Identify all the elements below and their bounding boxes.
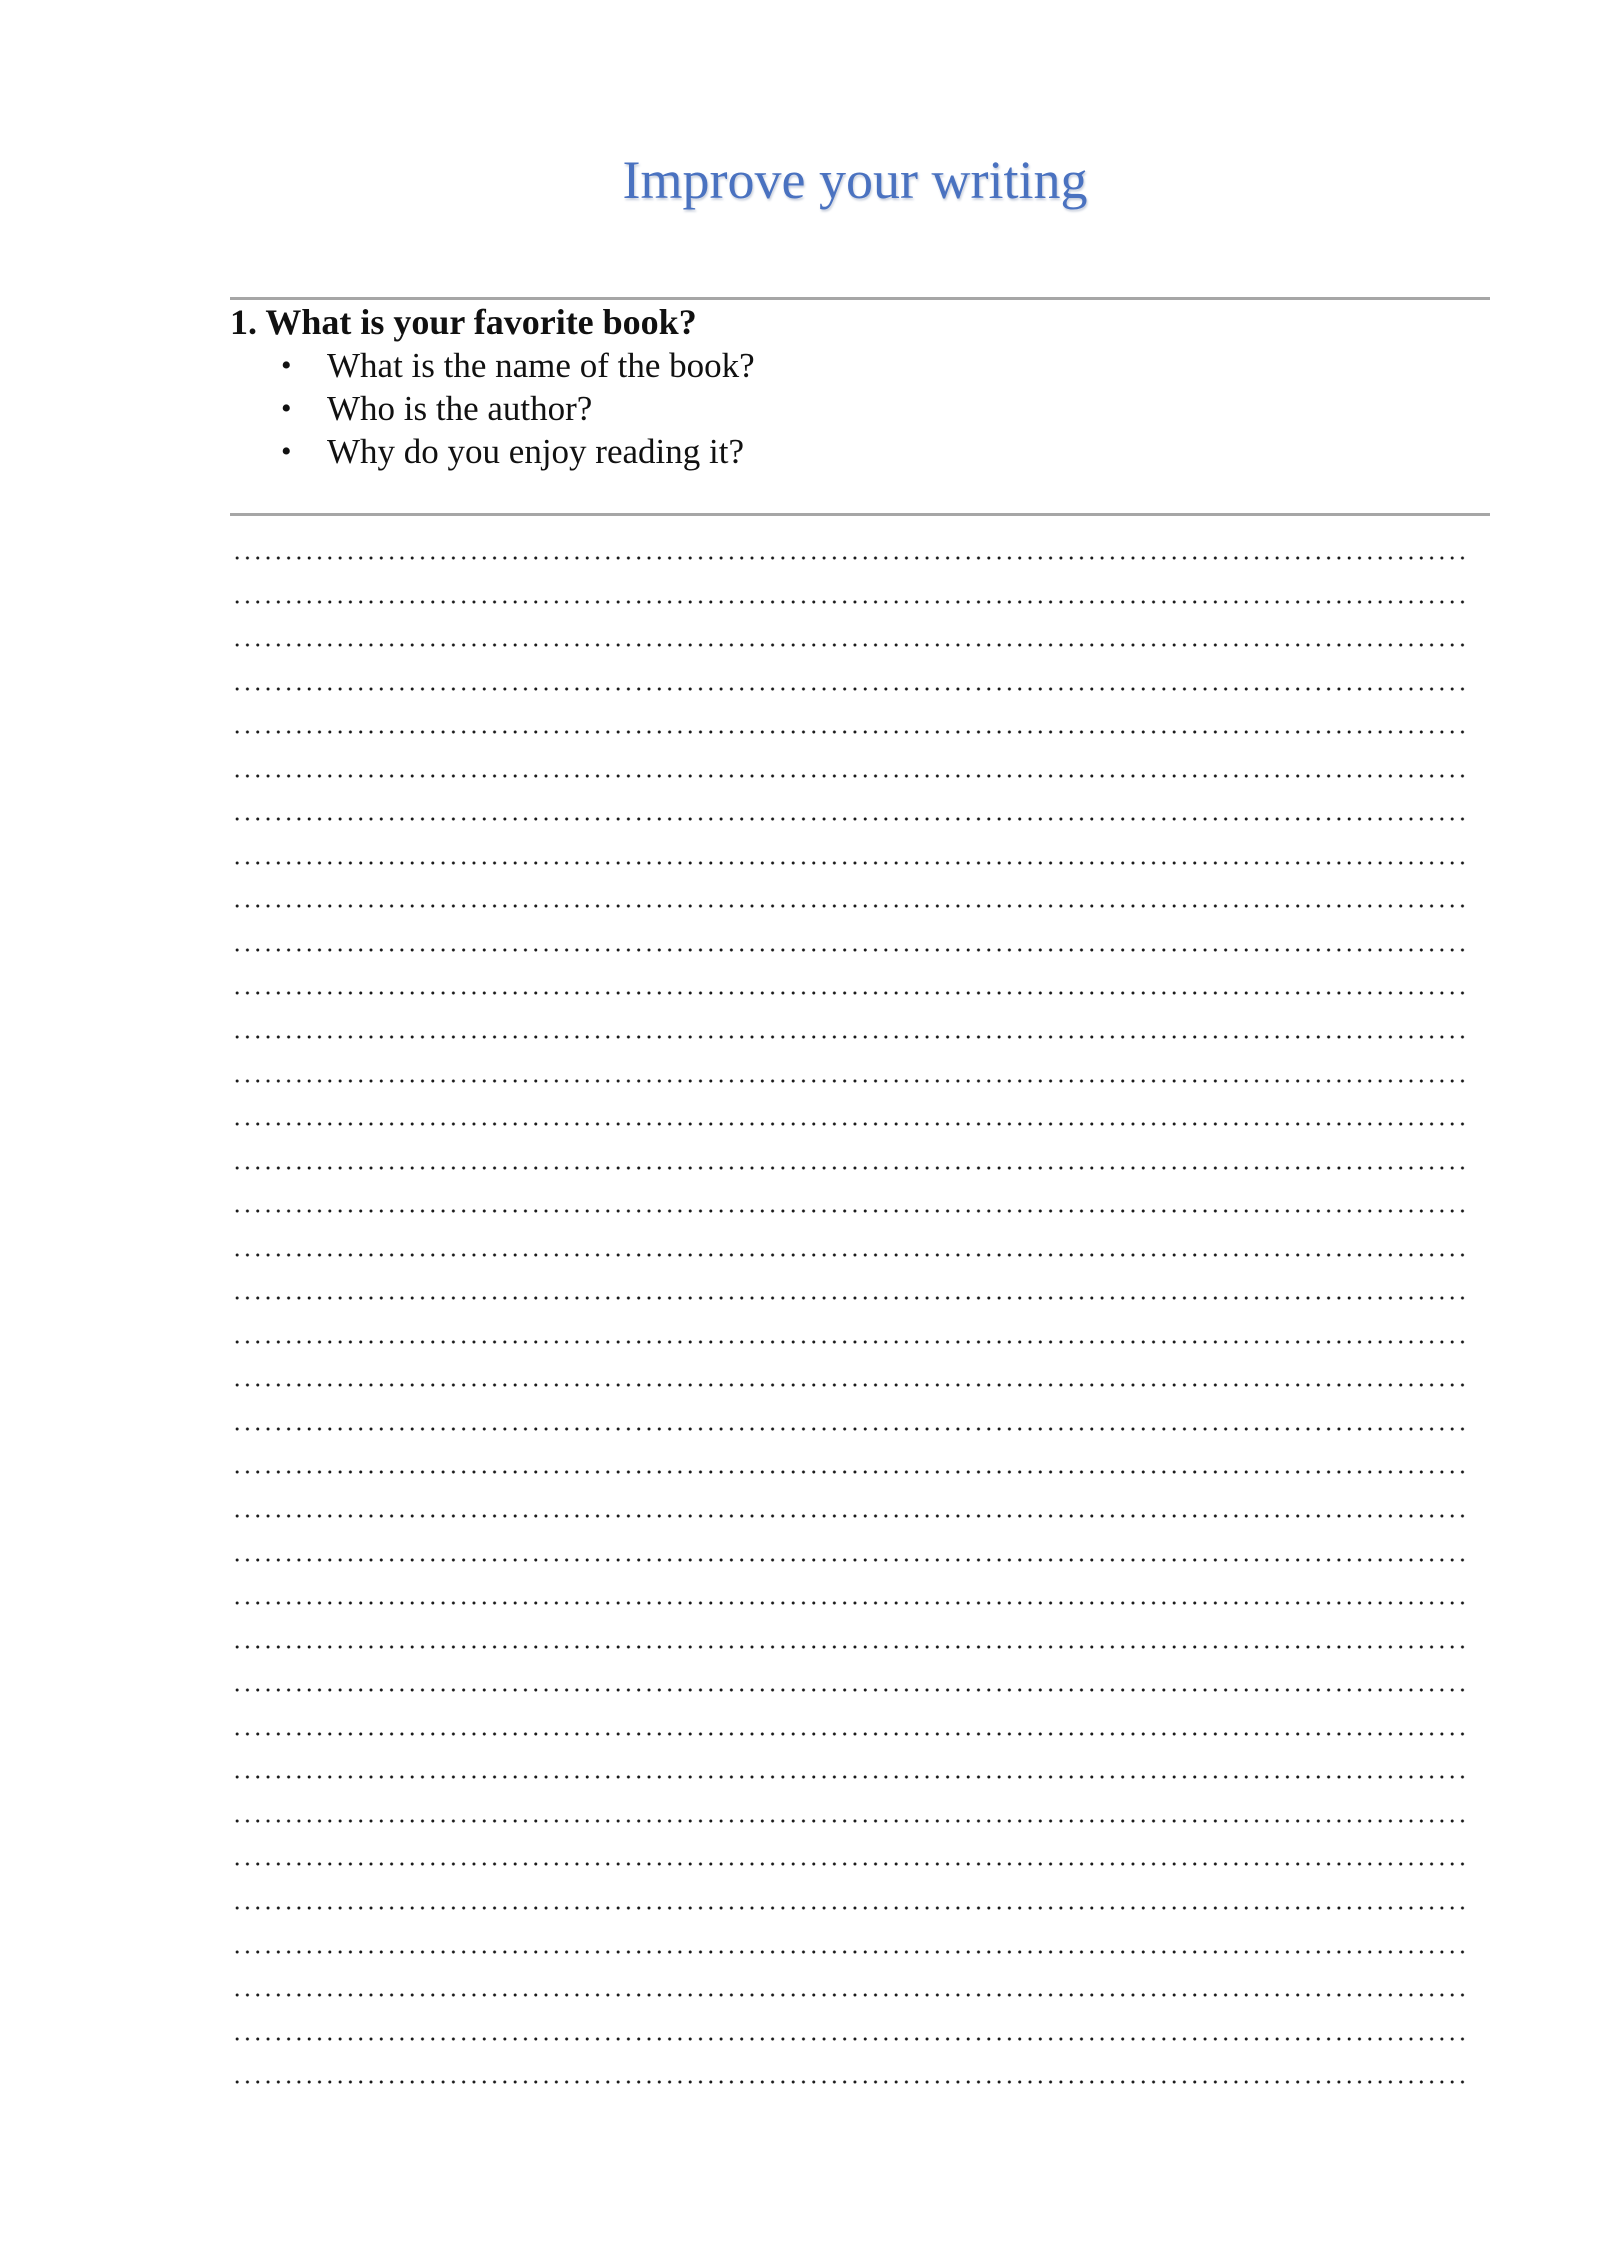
prompt-text: Who is the author? [327,389,593,428]
bullet-icon: • [281,435,292,468]
answer-line[interactable] [232,2069,1468,2113]
prompt-list [230,344,1490,473]
answer-line[interactable] [232,1155,1468,1199]
answer-line[interactable] [232,937,1468,981]
answer-line[interactable] [232,1547,1468,1591]
answer-line[interactable] [232,1634,1468,1678]
answer-line[interactable] [232,1329,1468,1373]
answer-line[interactable] [232,1068,1468,1112]
prompt-item [230,430,1490,473]
bullet-icon: • [281,392,292,425]
answer-line[interactable] [232,1024,1468,1068]
answer-line[interactable] [232,632,1468,676]
answer-line[interactable] [232,1939,1468,1983]
answer-line[interactable] [232,1503,1468,1547]
answer-line[interactable] [232,980,1468,1024]
answer-line[interactable] [232,1111,1468,1155]
answer-line[interactable] [232,763,1468,807]
answer-line[interactable] [232,719,1468,763]
question-heading: 1. What is your favorite book? [230,302,697,342]
answer-line[interactable] [232,545,1468,589]
answer-line[interactable] [232,1285,1468,1329]
question-block [230,300,1490,473]
answer-line[interactable] [232,1242,1468,1286]
answer-line[interactable] [232,893,1468,937]
divider-bottom [230,513,1490,516]
page-title: Improve your writing [622,150,1088,210]
answer-line[interactable] [232,589,1468,633]
prompt-item [230,387,1490,430]
prompt-text: What is the name of the book? [327,346,755,385]
answer-line[interactable] [232,806,1468,850]
answer-line[interactable] [232,1982,1468,2026]
answer-line[interactable] [232,1895,1468,1939]
answer-line[interactable] [232,1416,1468,1460]
answer-line[interactable] [232,1590,1468,1634]
answer-line[interactable] [232,676,1468,720]
answer-line[interactable] [232,1677,1468,1721]
answer-line[interactable] [232,1459,1468,1503]
prompt-item [230,344,1490,387]
answer-line[interactable] [232,1721,1468,1765]
prompt-text: Why do you enjoy reading it? [327,432,744,471]
bullet-icon: • [281,349,292,382]
answer-line[interactable] [232,850,1468,894]
answer-line[interactable] [232,1808,1468,1852]
answer-line[interactable] [232,1198,1468,1242]
answer-line[interactable] [232,1764,1468,1808]
answer-line[interactable] [232,2026,1468,2070]
answer-line[interactable] [232,1851,1468,1895]
answer-line[interactable] [232,1372,1468,1416]
answer-area [232,545,1468,2113]
